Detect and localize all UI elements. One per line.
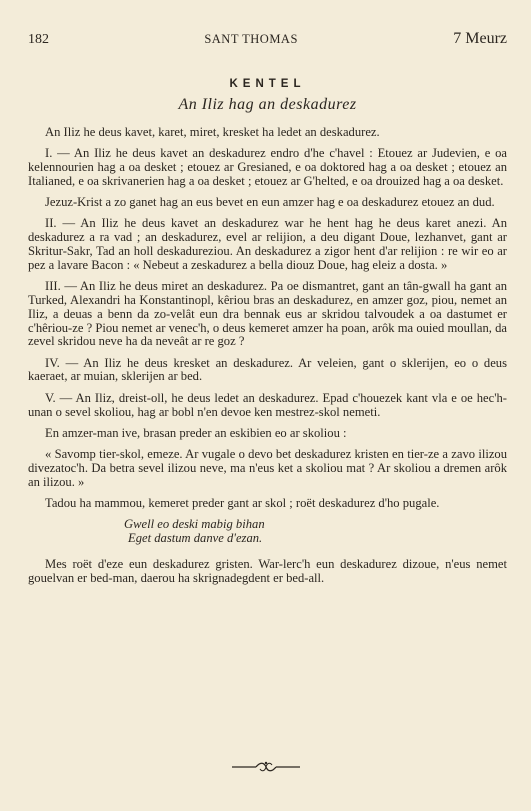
running-title: SANT THOMAS <box>204 32 298 46</box>
paragraph: An Iliz he deus kavet, karet, miret, kresket ha ledet an deskadurez. <box>45 125 380 139</box>
running-header <box>28 30 507 48</box>
flourish-ornament-icon <box>0 760 531 774</box>
paragraph: III. — An Iliz he deus miret an deskadurez. Pa oe dismantret, gant an tân-gwall ha gant an Turked, Alexandri ha Konstantinopl, kêriou bras an deskadurez, en amzer goz, piou, nemet an Iliz, a deuas a benn da zo-velât eun dra bennak eus ar skridou talvoudek a oa dastumet er c'hêriou-ze ? Piou nemet ar venec'h, o deus kemeret amzer ha poan, arôk ma ouied moullan, da zevel skridou neve ha da neveât ar re goz ? <box>28 279 507 349</box>
paragraph: « Savomp tier-skol, emeze. Ar vugale o devo bet deskadurez kristen en tier-ze a zavo ilizou divezatoc'h. Da betra sevel ilizou neve, ma n'eus ket a skoliou mat ? Ar skoliou a dremen arôk an ilizou. » <box>28 447 507 489</box>
paragraph: Tadou ha mammou, kemeret preder gant ar skol ; roët deskadurez d'ho pugale. <box>45 496 440 511</box>
poem-line: Gwell eo deski mabig bihan <box>124 517 265 532</box>
paragraph: I. — An Iliz he deus kavet an deskadurez endro d'he c'havel : Etouez ar Judevien, e oa kelennourien hag a oa desket ; etouez ar Gresianed, e oa doktored hag a oa desket ; etouez an Italianed, e oa skrivanerien hag a oa desket ; etouez ar G'helted, e oa drouized hag a oa desket. <box>28 146 507 188</box>
flourish-ornament-svg <box>230 760 302 774</box>
page-number: 182 <box>28 32 49 47</box>
poem-line: Eget dastum danve d'ezan. <box>128 531 263 546</box>
paragraph: V. — An Iliz, dreist-oll, he deus ledet an deskadurez. Epad c'houezek kant vla e oe hec'h-unan o sevel skoliou, hag ar bobl n'en devoe ken mestrez-skol nemeti. <box>28 390 507 419</box>
lesson-title: KENTEL <box>229 78 306 90</box>
paragraph: En amzer-man ive, brasan preder an eskibien eo ar skoliou : <box>45 425 347 440</box>
paragraph: IV. — An Iliz he deus kresket an deskadurez. Ar veleien, gant o sklerijen, eo o deus kaeraet, ar muian, sklerijen ar bed. <box>28 355 507 384</box>
closing-paragraph: Mes roët d'eze eun deskadurez gristen. War-lerc'h eun deskadurez dizoue, n'eus nemet gouelvan er bed-man, daerou ha skrignadegdent er bed-all. <box>28 556 507 585</box>
section-date: 7 Meurz <box>453 30 507 47</box>
lesson-subtitle: An Iliz hag an deskadurez <box>178 96 357 113</box>
paragraph: Jezuz-Krist a zo ganet hag an eus bevet en eun amzer hag e oa deskadurez etouez an dud. <box>45 195 495 210</box>
paragraph: II. — An Iliz he deus kavet an deskadurez war he hent hag he deus karet anezi. An deskadurez a ra vad ; an deskadurez, evel ar relijion, a deu digant Doue, lezhanvet, gant ar Skritur-Sakr, Tad an holl deskadureziou. An deskadurez a zigor hent d'ar relijion : re wir eo ar pez a lavare Bacon : « Nebeut a zeskadurez a bella diouz Doue, hag eleiz a dosta. » <box>28 216 507 272</box>
poem <box>124 518 507 546</box>
